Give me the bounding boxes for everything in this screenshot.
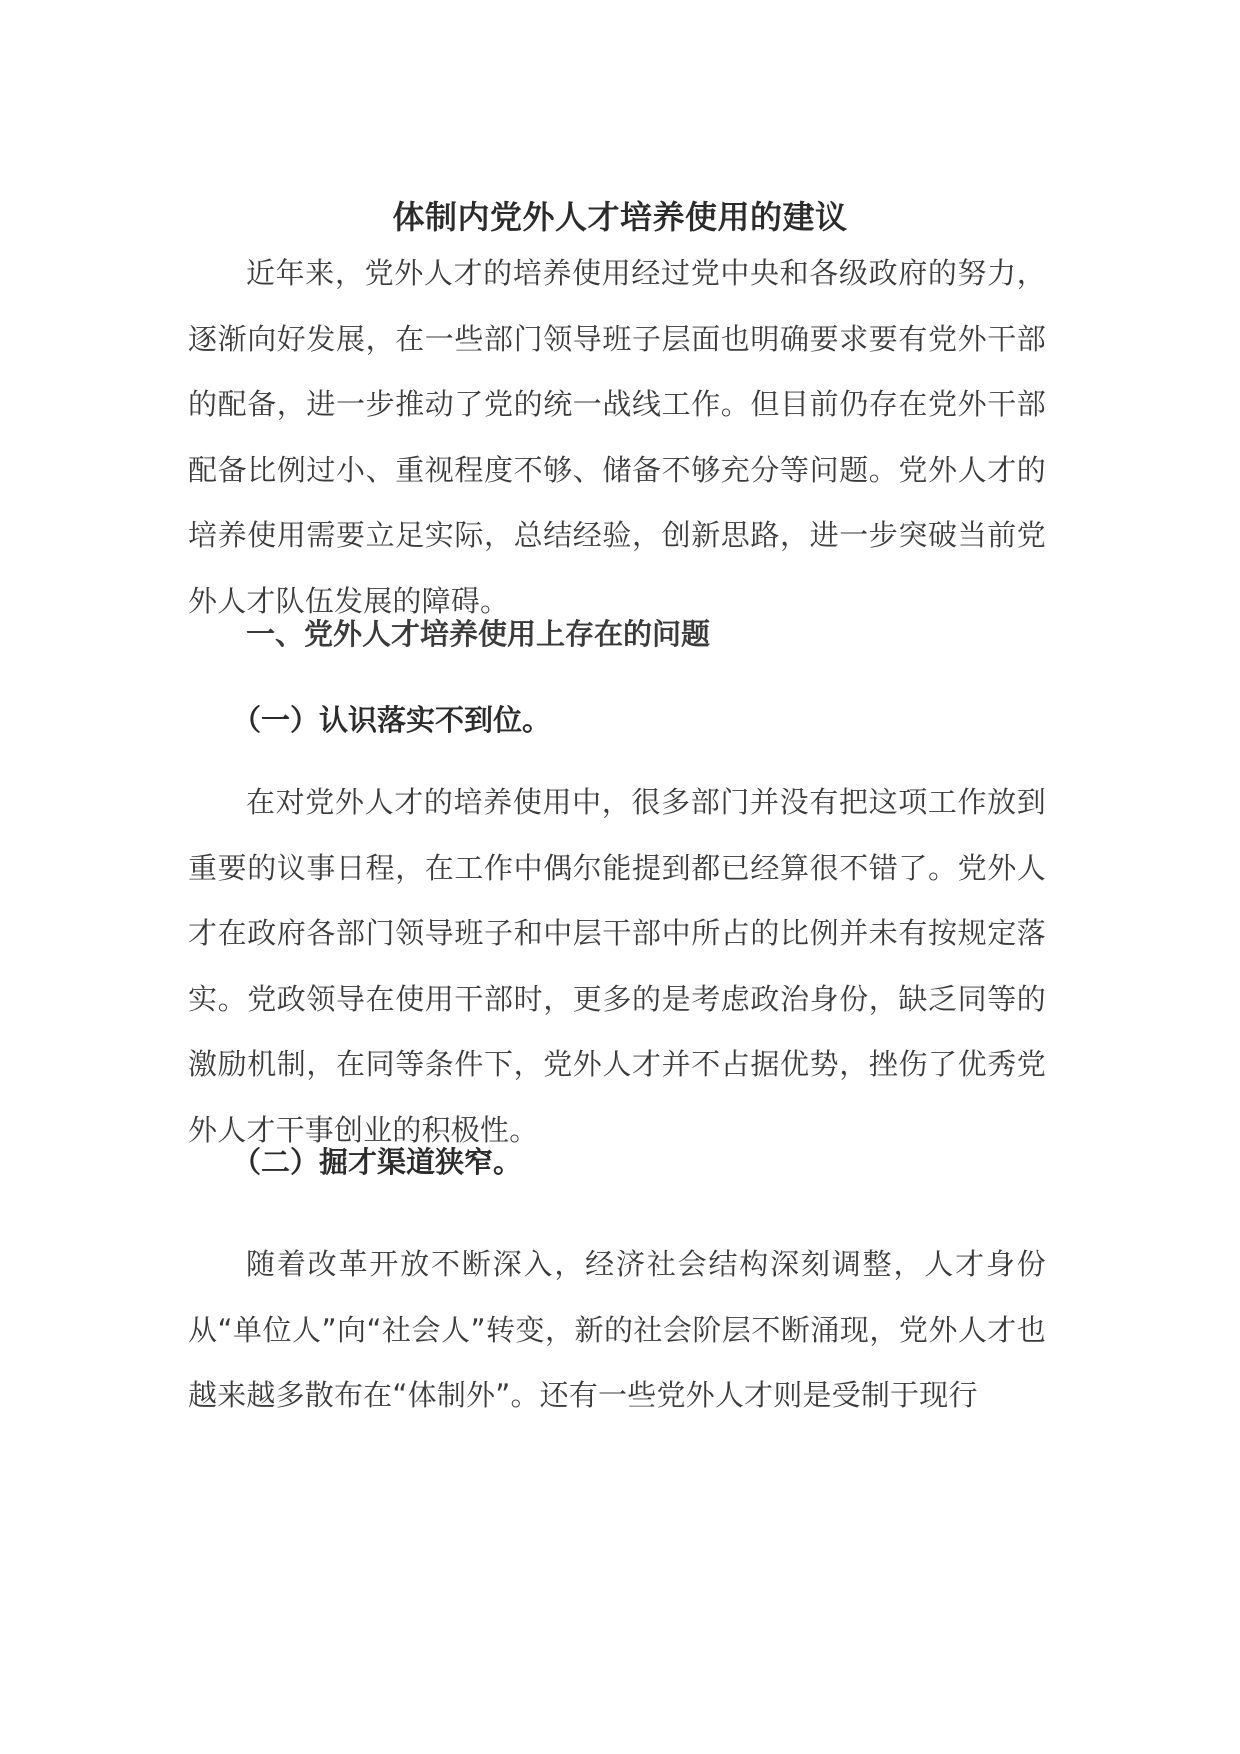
intro-paragraph: 近年来，党外人才的培养使用经过党中央和各级政府的努力，逐渐向好发展，在一些部门领导班子层面也明确要求要有党外干部的配备，进一步推动了党的统一战线工作。但目前仍存在党外干部配备比例过小、重视程度不够、储备不够充分等问题。党外人才的培养使用需要立足实际，总结经验，创新思路，进一步突破当前党外人才队伍发展的障碍。 [188, 256, 1046, 618]
subsection-2-paragraph: 随着改革开放不断深入，经济社会结构深刻调整，人才身份从“单位人”向“社会人”转变，新的社会阶层不断涌现，党外人才也越来越多散布在“体制外”。还有一些党外人才则是受制于现行 [188, 1247, 1046, 1412]
subsection-heading-1: （一）认识落实不到位。 [232, 703, 552, 737]
section-heading-problems: 一、党外人才培养使用上存在的问题 [246, 617, 711, 651]
subsection-1-paragraph: 在对党外人才的培养使用中，很多部门并没有把这项工作放到重要的议事日程，在工作中偶尔能提到都已经算很不错了。党外人才在政府各部门领导班子和中层干部中所占的比例并未有按规定落实。党政领导在使用干部时，更多的是考虑政治身份，缺乏同等的激励机制，在同等条件下，党外人才并不占据优势，挫伤了优秀党外人才干事创业的积极性。 [188, 785, 1046, 1147]
subsection-heading-2: （二）掘才渠道狭窄。 [232, 1145, 523, 1179]
document-title: 体制内党外人才培养使用的建议 [392, 198, 848, 237]
